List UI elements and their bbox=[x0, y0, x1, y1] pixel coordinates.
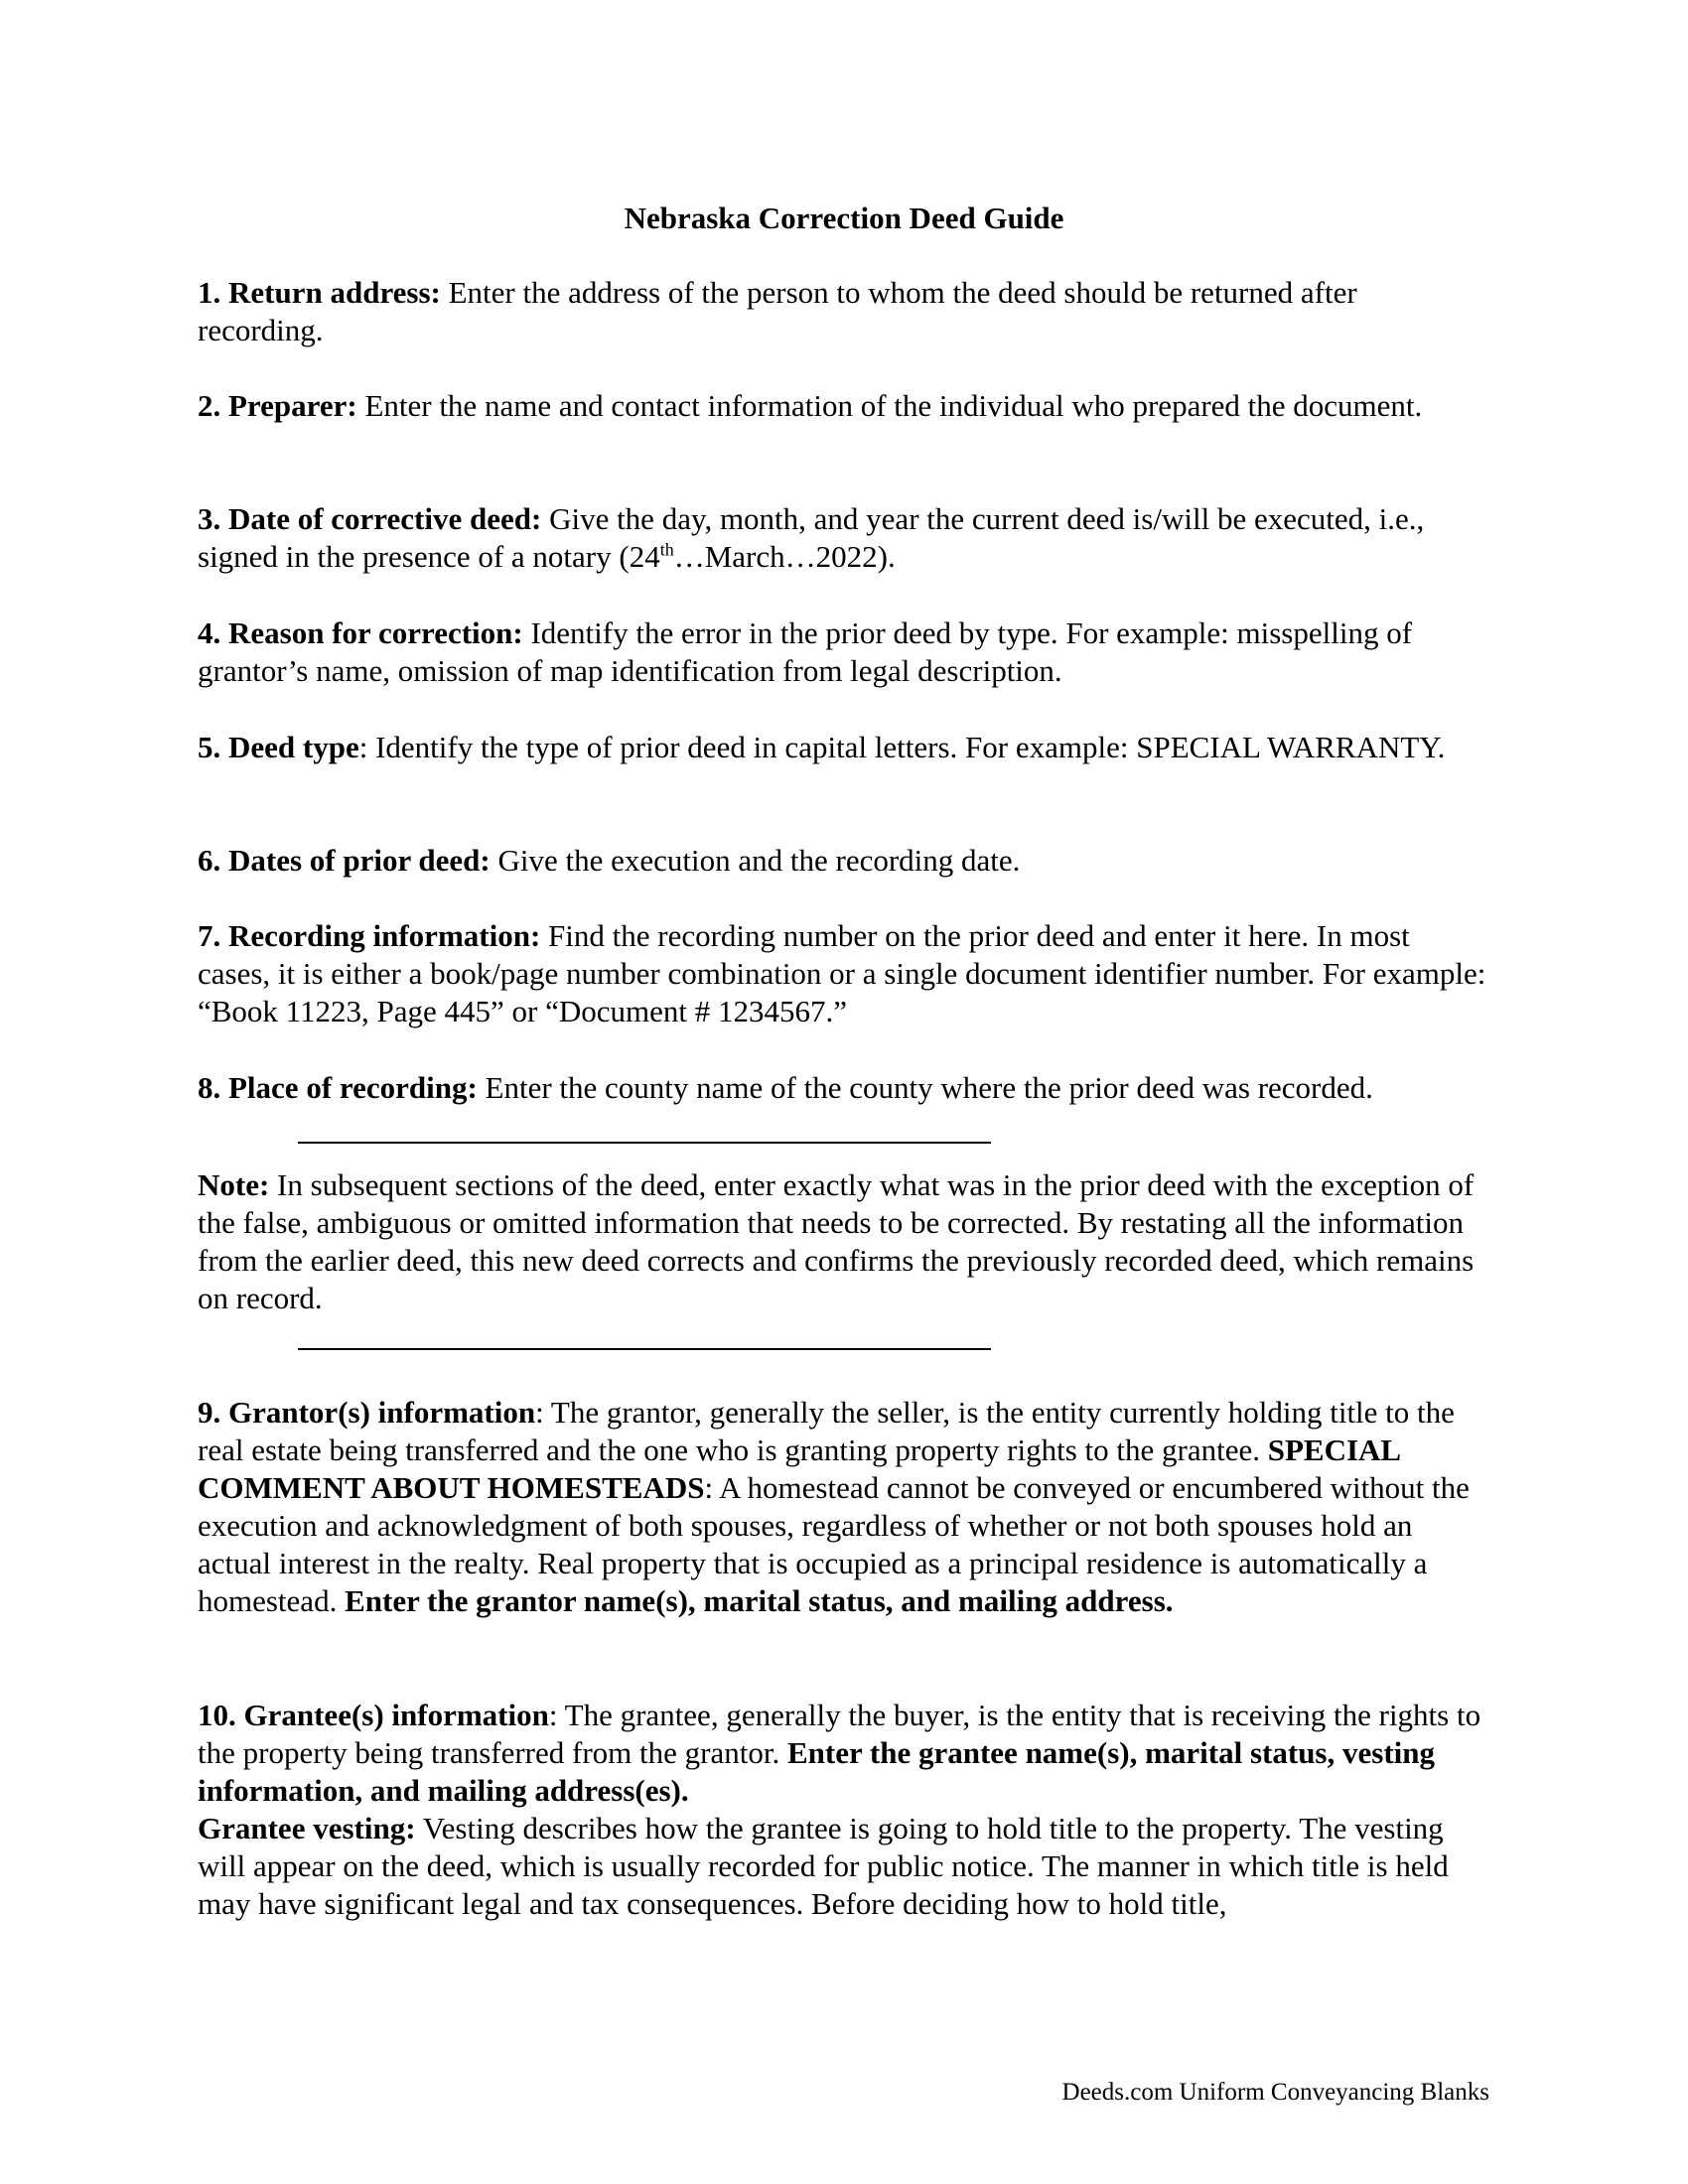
divider-rule bbox=[298, 1142, 991, 1144]
item-number: 10. bbox=[198, 1698, 236, 1732]
item-heading: Preparer: bbox=[228, 388, 357, 423]
item-number: 7. bbox=[198, 918, 221, 953]
item-text: Give the day, month, and year the current deed is/will be executed, i.e., signed in the presence of a notary (24 bbox=[198, 501, 1425, 574]
item-text: Give the execution and the recording date. bbox=[490, 843, 1021, 878]
item-number: 8. bbox=[198, 1070, 221, 1105]
item-heading: Deed type bbox=[228, 730, 359, 764]
item-heading: Dates of prior deed: bbox=[228, 843, 491, 878]
item-heading: Reason for correction: bbox=[228, 615, 523, 650]
page-footer: Deeds.com Uniform Conveyancing Blanks bbox=[1061, 2079, 1489, 2106]
item-grantee-information bbox=[198, 1697, 1488, 1923]
item-dates-of-prior-deed bbox=[198, 842, 1488, 880]
item-deed-type bbox=[198, 729, 1488, 766]
grantee-vesting-heading: Grantee vesting: bbox=[198, 1811, 416, 1845]
item-number: 5. bbox=[198, 730, 221, 764]
item-text-end: …March…2022). bbox=[673, 539, 896, 574]
item-grantor-information bbox=[198, 1394, 1488, 1620]
item-text: : The grantor, generally the seller, is the entity currently holding title to the real estate being transferred and the one who is granting property rights to the grantee. bbox=[198, 1395, 1455, 1467]
ordinal-suffix: th bbox=[659, 539, 674, 560]
item-number: 4. bbox=[198, 615, 221, 650]
item-number: 9. bbox=[198, 1395, 221, 1430]
item-heading: Return address: bbox=[228, 275, 441, 310]
item-heading: Date of corrective deed: bbox=[228, 501, 542, 536]
special-comment-heading: SPECIAL COMMENT ABOUT HOMESTEADS bbox=[198, 1433, 1400, 1505]
item-return-address bbox=[198, 274, 1488, 349]
grantee-vesting-text: Vesting describes how the grantee is going to hold title to the property. The vesting will appear on the deed, which is usually recorded for public notice. The manner in which title is held may have significant legal and tax consequences. Before deciding how to hold title, bbox=[198, 1811, 1449, 1921]
item-date-of-corrective-deed bbox=[198, 500, 1488, 576]
note-text: In subsequent sections of the deed, enter exactly what was in the prior deed with the exception of the false, ambiguous or omitted information that needs to be corrected. By restating all the information from the earlier deed, this new deed corrects and confirms the previously recorded deed, which remains on record. bbox=[198, 1167, 1475, 1315]
item-number: 2. bbox=[198, 388, 221, 423]
item-heading: Grantee(s) information bbox=[243, 1698, 549, 1732]
item-preparer bbox=[198, 387, 1488, 425]
item-number: 3. bbox=[198, 501, 221, 536]
item-text: Enter the address of the person to whom the deed should be returned after recording. bbox=[198, 275, 1357, 347]
grantee-instruction: Enter the grantee name(s), marital status, vesting information, and mailing address(es). bbox=[198, 1735, 1435, 1808]
item-text: Enter the county name of the county where the prior deed was recorded. bbox=[477, 1070, 1373, 1105]
item-heading: Recording information: bbox=[228, 918, 541, 953]
item-text: Find the recording number on the prior deed and enter it here. In most cases, it is either a book/page number combination or a single document identifier number. For example: “Book 11223, Page 445” or “Document # 1234567.” bbox=[198, 918, 1486, 1028]
item-number: 6. bbox=[198, 843, 221, 878]
note-paragraph bbox=[198, 1166, 1488, 1317]
item-text: : Identify the type of prior deed in capital letters. For example: SPECIAL WARRANTY. bbox=[358, 730, 1446, 764]
grantor-instruction: Enter the grantor name(s), marital status, and mailing address. bbox=[345, 1583, 1174, 1618]
page-title: Nebraska Correction Deed Guide bbox=[624, 201, 1064, 235]
homestead-text: : A homestead cannot be conveyed or encumbered without the execution and acknowledgment of both spouses, regardless of whether or not both spouses hold an actual interest in the realty. Real property that is occupied as a principal residence is automatically a homestead. bbox=[198, 1470, 1470, 1618]
item-heading: Place of recording: bbox=[228, 1070, 478, 1105]
item-place-of-recording bbox=[198, 1069, 1488, 1107]
item-number: 1. bbox=[198, 275, 221, 310]
item-text: Enter the name and contact information of the individual who prepared the document. bbox=[356, 388, 1423, 423]
item-reason-for-correction bbox=[198, 614, 1488, 690]
item-text: Identify the error in the prior deed by type. For example: misspelling of grantor’s name, omission of map identification from legal description. bbox=[198, 615, 1413, 688]
item-text: : The grantee, generally the buyer, is the entity that is receiving the rights to the property being transferred from the grantor. bbox=[198, 1698, 1481, 1770]
note-heading: Note: bbox=[198, 1167, 270, 1202]
divider-rule bbox=[298, 1348, 991, 1350]
item-recording-information bbox=[198, 917, 1488, 1030]
item-heading: Grantor(s) information bbox=[228, 1395, 536, 1430]
